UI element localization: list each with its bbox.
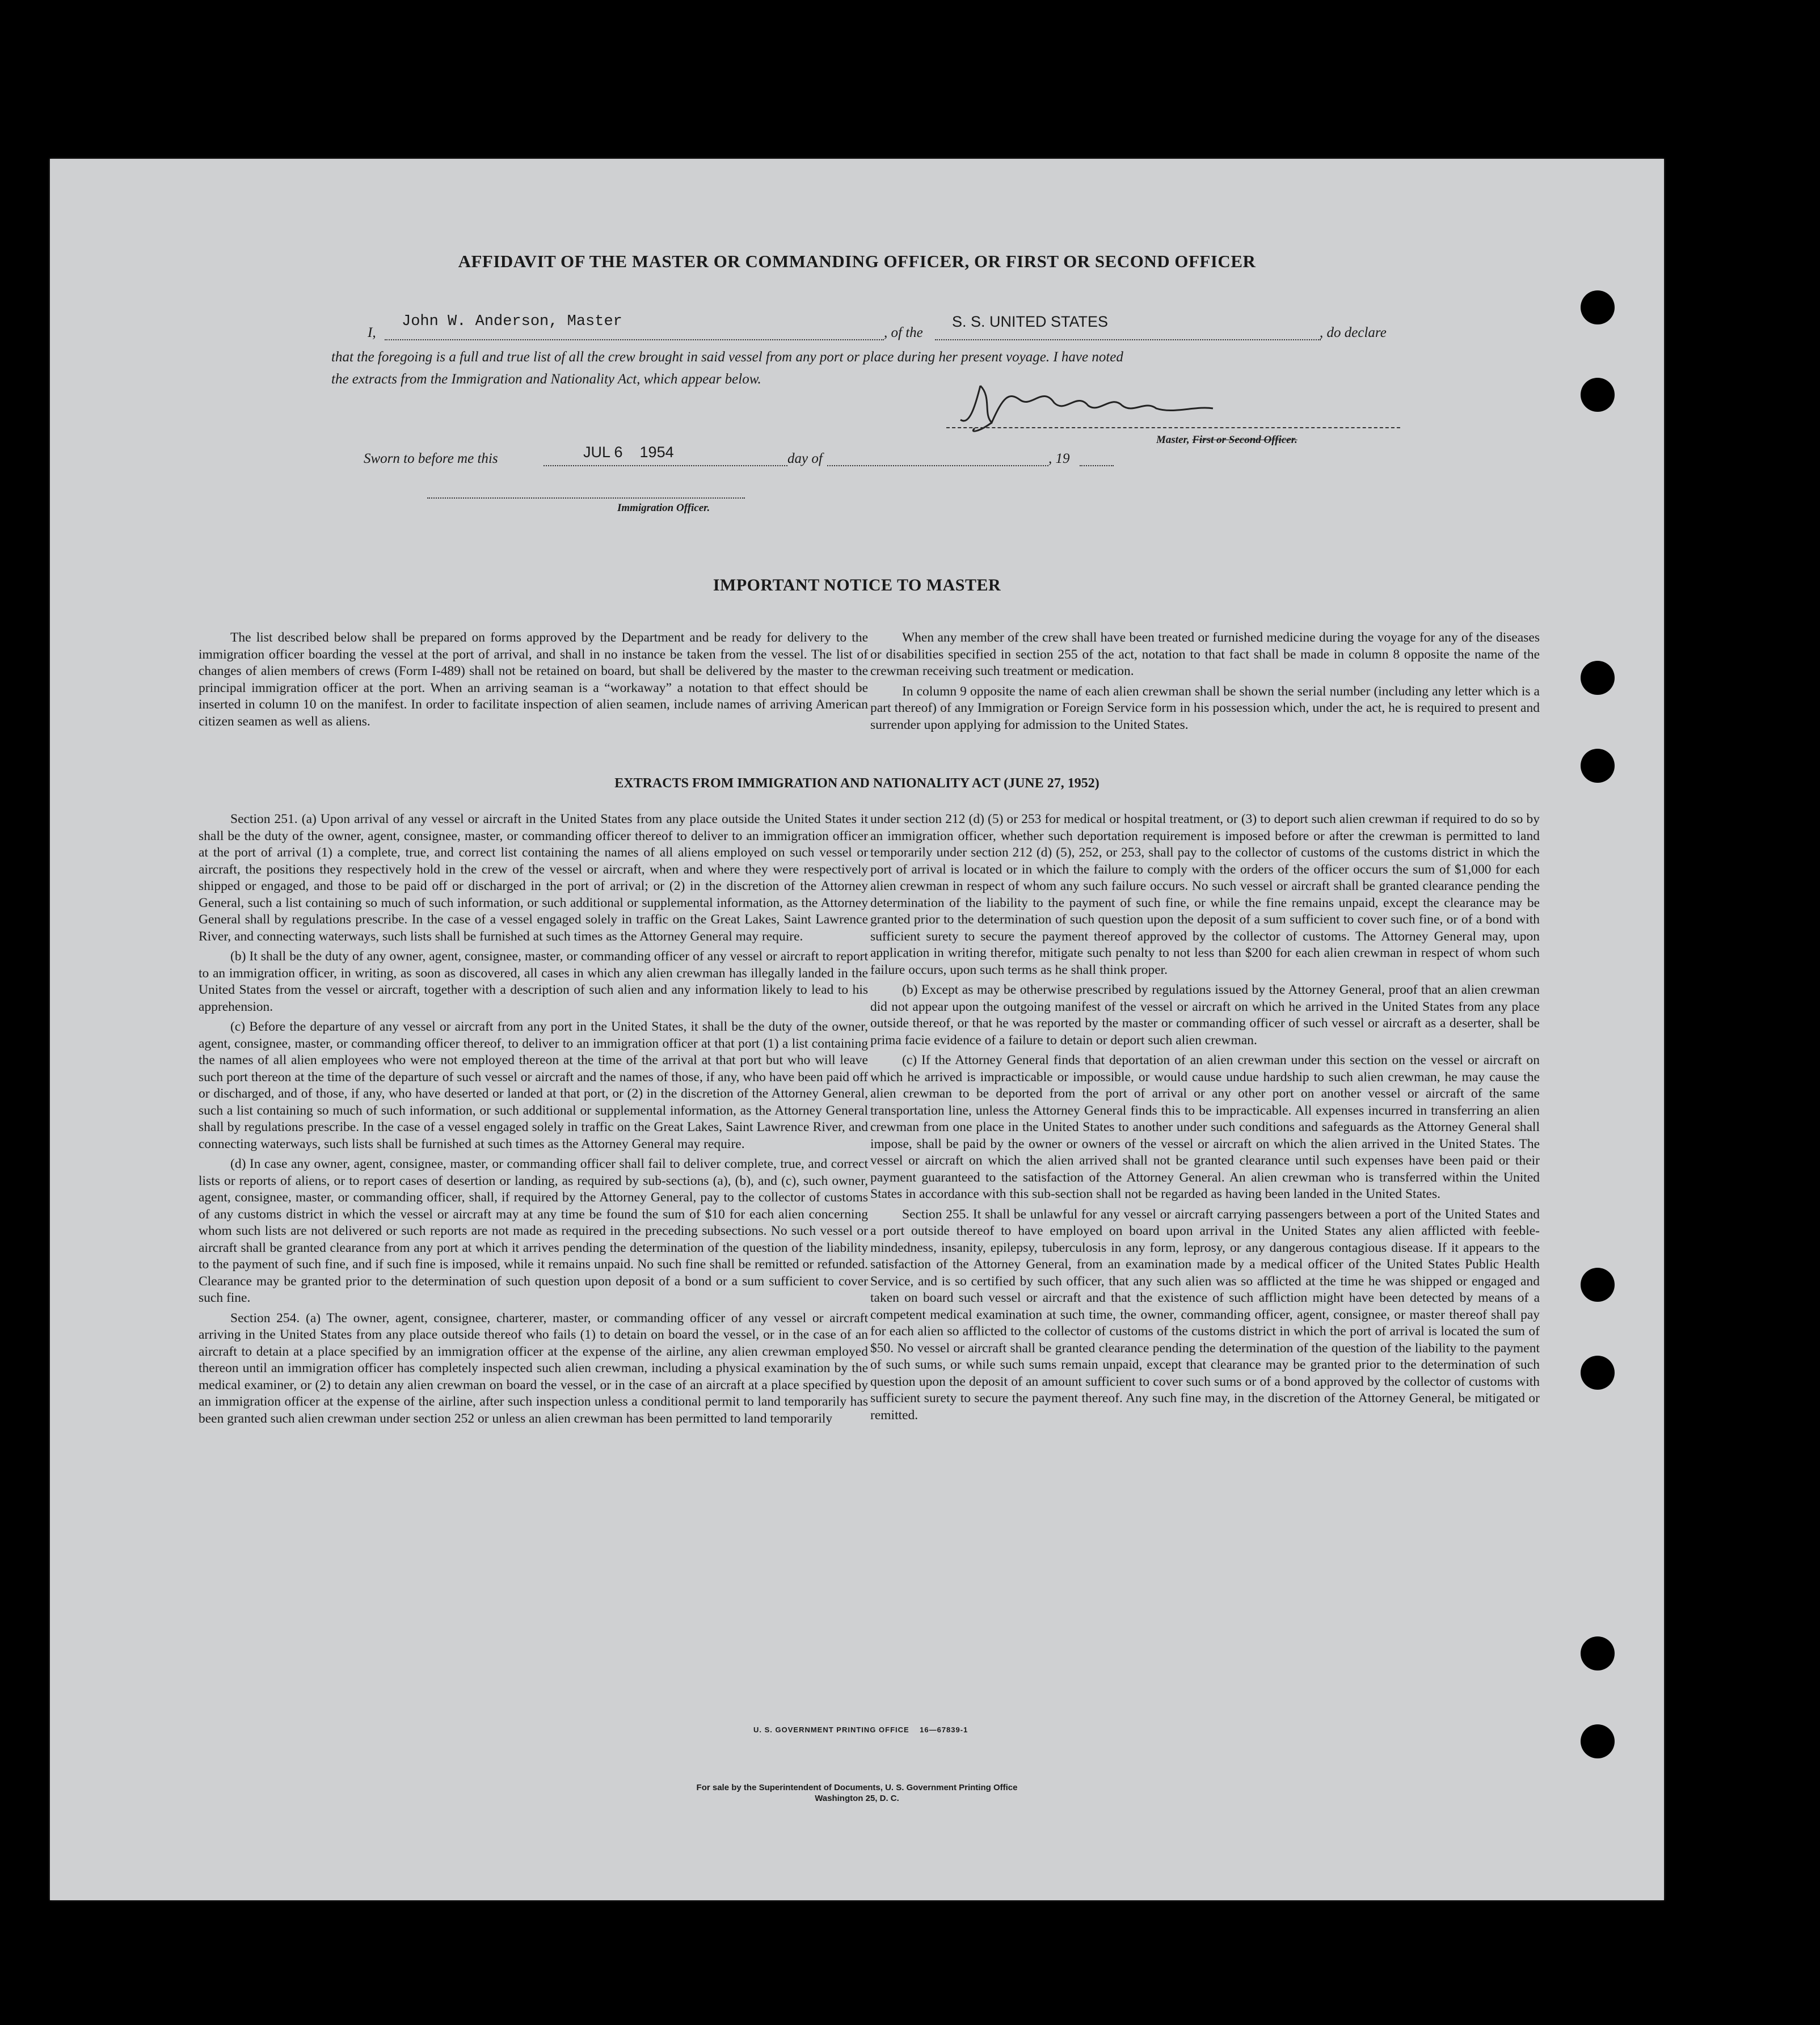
immigration-officer-line bbox=[427, 497, 745, 499]
notice-paragraph: In column 9 opposite the name of each alien crewman shall be shown the serial number (including any letter which is a part thereof) of any Immigration or Foreign Service form in his possession which, under the act, he is required to present and surrender upon applying for admission to the United States. bbox=[870, 684, 1540, 732]
act-section-paragraph: (d) In case any owner, agent, consignee, master, or commanding officer shall fail to deliver complete, true, and correct lists or reports of aliens, or to report cases of desertion or landing, as required by sub-sections (a), (b), and (c), such owner, agent, consignee, master, or commanding officer, shall, if required by the Attorney General, pay to the collector of customs of any customs district in which the vessel or aircraft may at any time be found the sum of $10 for each alien concerning whom such lists are not delivered or such reports are not made as required in the preceding subsections. No such vessel or aircraft shall be granted clearance from any port at which it arrives pending the determination of the question of the liability to the payment of such fine, and if such fine is imposed, while it remains unpaid. No such fine shall be remitted or refunded. Clearance may be granted prior to the determination of such question upon deposit of a bond or a sum sufficient to cover such fine. bbox=[199, 1157, 868, 1305]
punch-hole bbox=[1581, 1356, 1615, 1390]
i-label: I, bbox=[368, 325, 376, 340]
day-of-label: day of bbox=[787, 451, 823, 466]
notice-left-column bbox=[199, 630, 868, 733]
printer-imprint: U. S. GOVERNMENT PRINTING OFFICE 16—67839-1 bbox=[753, 1726, 968, 1734]
act-section-paragraph: Section 255. It shall be unlawful for any vessel or aircraft carrying passengers between a port of the United States and a port outside thereof to have employed on board upon arrival in the United States any alien afflicted with feeble-mindedness, insanity, epilepsy, tuberculosis in any form, leprosy, or any dangerous contagious disease. If it appears to the satisfaction of the Attorney General, from an examination made by a medical officer of the United States Public Health Service, and is so certified by such officer, that any such alien was so afflicted at the time he was shipped or engaged and taken on board such vessel or aircraft and that the existence of such affliction might have been detected by means of a competent medical examination at such time, the owner, commanding officer, agent, consignee, or master thereof shall pay for each alien so afflicted to the collector of customs of the customs district in which the port of arrival is located the sum of $50. No vessel or aircraft shall be granted clearance pending the determination of the question of the liability to the payment of such sums, or while such sums remain unpaid, except that clearance may be granted prior to the determination of such question upon the deposit of an amount sufficient to cover such sums or of a bond approved by the collector of customs with sufficient surety to secure the payment thereof. Any such fine may, in the discretion of the Attorney General, be mitigated or remitted. bbox=[870, 1206, 1540, 1423]
extracts-right-column bbox=[870, 811, 1540, 1427]
footer-line-2: Washington 25, D. C. bbox=[815, 1794, 899, 1803]
struck-officer-caption: First or Second Officer. bbox=[1192, 434, 1297, 446]
extracts-left-column bbox=[199, 811, 868, 1431]
vessel-name-field: S. S. UNITED STATES bbox=[952, 313, 1109, 330]
punch-hole bbox=[1581, 378, 1615, 412]
punch-hole bbox=[1581, 1268, 1615, 1302]
immigration-officer-caption: Immigration Officer. bbox=[617, 502, 710, 514]
extracts-heading: EXTRACTS FROM IMMIGRATION AND NATIONALITY ACT (JUNE 27, 1952) bbox=[614, 776, 1099, 791]
notice-heading: IMPORTANT NOTICE TO MASTER bbox=[713, 576, 1001, 594]
of-the-label: , of the bbox=[884, 325, 923, 340]
do-declare-label: , do declare bbox=[1320, 325, 1387, 340]
year-line bbox=[1080, 465, 1114, 466]
sworn-date-stamp: JUL 6 1954 bbox=[583, 444, 674, 461]
notice-paragraph: The list described below shall be prepared on forms approved by the Department and be ready for delivery to the immigration officer boarding the vessel at the port of arrival, and shall in no instance be taken from the vessel. The list of changes of alien members of crews (Form I-489) shall not be retained on board, but shall be delivered by the master to the principal immigration officer at the port. When an arriving seaman is a “workaway” a notation to that effect should be inserted in column 10 on the manifest. In order to facilitate inspection of alien seamen, include names of arriving American citizen seamen as well as aliens. bbox=[199, 630, 868, 729]
punch-hole bbox=[1581, 1636, 1615, 1670]
punch-hole bbox=[1581, 661, 1615, 695]
act-section-paragraph: (c) Before the departure of any vessel or aircraft from any port in the United States, it shall be the duty of the owner, agent, consignee, master, or commanding officer thereof, to deliver to an immigration officer at that port (1) a list containing the names of all alien employees who were not employed thereon at the time of the arrival at that port but who will leave such port thereon at the time of the departure of such vessel or aircraft and the names of those, if any, who have been paid off or discharged, and of those, if any, who have deserted or landed at that port, or (2) in the discretion of the Attorney General, such a list containing so much of such information, or such additional or supplemental information, as the Attorney General shall by regulations prescribe. In the case of a vessel engaged solely in traffic on the Great Lakes, Saint Lawrence River, and connecting waterways, such lists shall be furnished at such times as the Attorney General may require. bbox=[199, 1019, 868, 1151]
footer-line-1: For sale by the Superintendent of Documents, U. S. Government Printing Office bbox=[696, 1783, 1018, 1792]
name-blank-line bbox=[385, 339, 884, 340]
sworn-date-line bbox=[544, 465, 787, 466]
year-label: , 19 bbox=[1048, 451, 1070, 466]
act-section-paragraph: (b) Except as may be otherwise prescribed by regulations issued by the Attorney General, proof that an alien crewman did not appear upon the outgoing manifest of the vessel or aircraft on which he arrived in the United States from any place outside thereof, or that he was reported by the master or commanding officer of such vessel or aircraft as a deserter, shall be prima facie evidence of a failure to detain or deport such alien crewman. bbox=[870, 982, 1540, 1048]
affidavit-heading: AFFIDAVIT OF THE MASTER OR COMMANDING OFFICER, OR FIRST OR SECOND OFFICER bbox=[458, 251, 1256, 271]
act-section-paragraph: under section 212 (d) (5) or 253 for medical or hospital treatment, or (3) to deport such alien crewman if required to do so by an immigration officer, whether such deportation requirement is imposed before or after the crewman is permitted to land temporarily under section 212 (d) (5), 252, or 253, shall pay to the collector of customs of the customs district in which the port of arrival is located or in which the failure to comply with the orders of the officer occurs the sum of $1,000 for each alien crewman in respect of whom any such failure occurs. No such vessel or aircraft shall be granted clearance pending the determination of the liability to the payment of such fine, or while the fine remains unpaid, except the clearance may be granted prior to the determination of such question upon the deposit of a sum sufficient to cover such fine, or of a bond with sufficient surety to secure the payment thereof approved by the collector of customs. The Attorney General may, upon application in writing therefor, mitigate such penalty to not less than $200 for each alien crewman in respect of whom such failure occurs, upon such terms as he shall think proper. bbox=[870, 812, 1540, 977]
sales-footer bbox=[50, 1782, 1664, 1804]
punch-hole bbox=[1581, 290, 1615, 324]
notice-paragraph: When any member of the crew shall have been treated or furnished medicine during the voyage for any of the diseases or disabilities specified in section 255 of the act, notation to that fact shall be made in column 8 opposite the name of the crewman receiving such treatment or medication. bbox=[870, 630, 1540, 678]
month-line bbox=[827, 465, 1048, 466]
punch-hole bbox=[1581, 1724, 1615, 1758]
affidavit-form-page bbox=[50, 159, 1664, 1900]
vessel-blank-line bbox=[935, 339, 1321, 340]
statement-line-1: that the foregoing is a full and true list of all the crew brought in said vessel from any port or place during her present voyage. I have noted bbox=[331, 349, 1123, 365]
sworn-label: Sworn to before me this bbox=[364, 451, 498, 466]
act-section-paragraph: (c) If the Attorney General finds that deportation of an alien crewman under this section on the vessel or aircraft on which he arrived is impracticable or impossible, or would cause undue hardship to such alien crewman, he may cause the alien crewman to be deported from the port of arrival or any other port on another vessel or aircraft of the same transportation line, unless the Attorney General finds this to be impracticable. All expenses incurred in transferring an alien crewman from one place in the United States to another under such conditions and safeguards as the Attorney General shall impose, shall be paid by the owner or owners of the vessel or aircraft on which the alien arrived in the United States. The vessel or aircraft on which the alien arrived shall not be granted clearance until such expenses have been paid or their payment guaranteed to the satisfaction of the Attorney General. An alien crewman who is transferred within the United States in accordance with this sub-section shall not be regarded as having been landed in the United States. bbox=[870, 1053, 1540, 1201]
act-section-paragraph: Section 254. (a) The owner, agent, consignee, charterer, master, or commanding officer of any vessel or aircraft arriving in the United States from any place outside thereof who fails (1) to detain on board the vessel, or in the case of an aircraft to detain at a place specified by an immigration officer at the expense of the airline, any alien crewman employed thereon until an immigration officer has completely inspected such alien crewman, including a physical examination by the medical examiner, or (2) to detain any alien crewman on board the vessel, or in the case of an aircraft at a place specified by an immigration officer at the expense of the airline, after such inspection unless a conditional permit to land temporarily has been granted such alien crewman under section 252 or unless an alien crewman has been permitted to land temporarily bbox=[199, 1310, 868, 1426]
act-section-paragraph: Section 251. (a) Upon arrival of any vessel or aircraft in the United States from any place outside the United States it shall be the duty of the owner, agent, consignee, master, or commanding officer thereof to deliver to an immigration officer at the port of arrival (1) a complete, true, and correct list containing the names of all aliens employed on such vessel or aircraft, the positions they respectively hold in the crew of the vessel or aircraft, when and where they were respectively shipped or engaged, and those to be paid off or discharged in the port of arrival; or (2) in the discretion of the Attorney General, such a list containing so much of such information, or such additional or supplemental information, as the Attorney General shall by regulations prescribe. In the case of a vessel engaged solely in traffic on the Great Lakes, Saint Lawrence River, and connecting waterways, such lists shall be furnished at such times as the Attorney General may require. bbox=[199, 812, 868, 944]
signer-capacity-caption bbox=[1156, 434, 1297, 446]
master-caption: Master, bbox=[1156, 434, 1190, 446]
notice-right-column bbox=[870, 630, 1540, 737]
act-section-paragraph: (b) It shall be the duty of any owner, agent, consignee, master, or commanding officer of any vessel or aircraft to report to an immigration officer, in writing, as soon as discovered, all cases in which any alien crewman has illegally landed in the United States from the vessel or aircraft, together with a description of such alien and any information likely to lead to his apprehension. bbox=[199, 949, 868, 1014]
statement-line-2: the extracts from the Immigration and Nationality Act, which appear below. bbox=[331, 372, 761, 387]
master-name-field: John W. Anderson, Master bbox=[402, 313, 622, 330]
signature-line bbox=[946, 427, 1400, 428]
